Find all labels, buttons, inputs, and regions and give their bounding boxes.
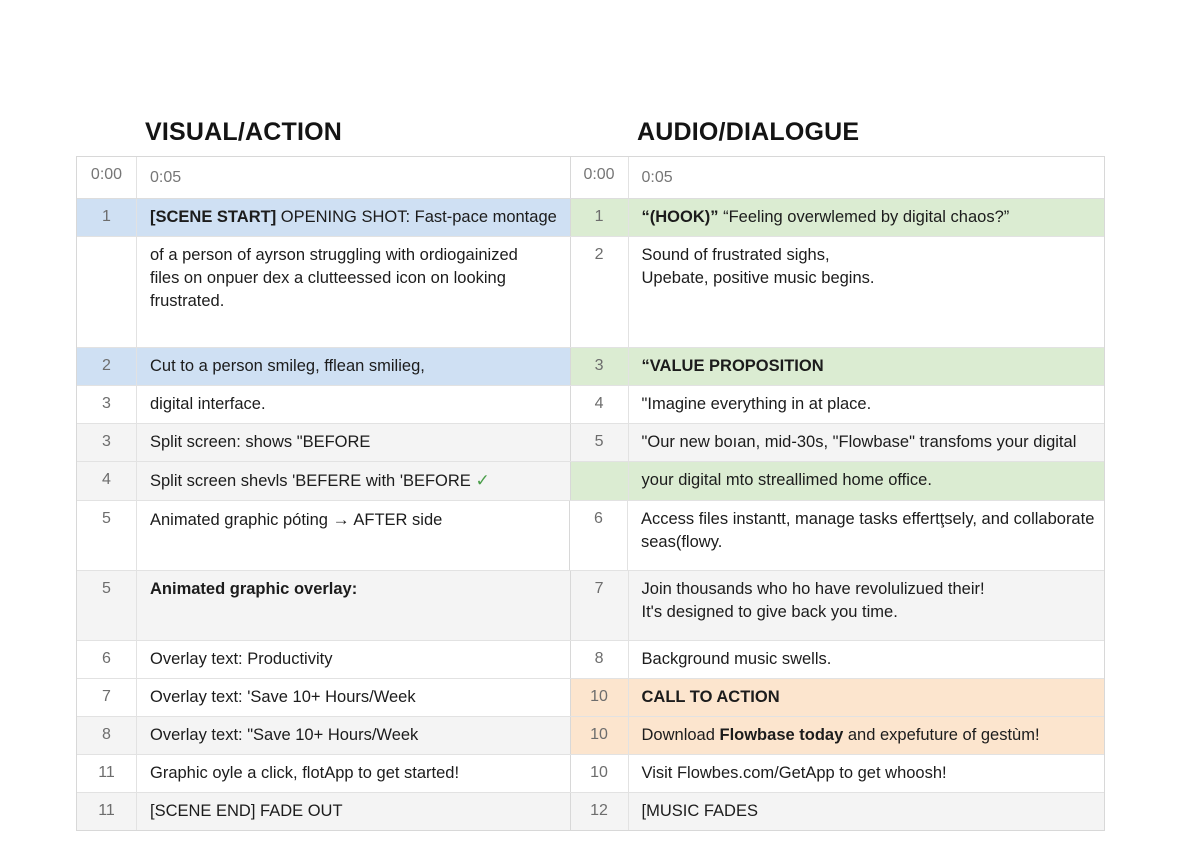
time-header-audio-half: [571, 157, 1104, 198]
visual-row-number: 2: [77, 348, 137, 385]
audio-cell-text: [629, 386, 1104, 423]
audio-row-number: 10: [571, 755, 629, 792]
right-arrow-icon: →: [327, 510, 350, 529]
audio-row-number: 12: [571, 793, 629, 830]
audio-half: [571, 755, 1104, 792]
audio-half: [571, 462, 1104, 500]
visual-half: [77, 462, 571, 500]
time-header-right-text: 0:05: [641, 169, 673, 186]
check-icon: ✓: [470, 471, 490, 490]
audio-cell-text: [629, 237, 1104, 347]
visual-row-number: 5: [77, 501, 137, 570]
visual-line-1: digital interface.: [150, 395, 266, 413]
table-row[interactable]: [77, 641, 1104, 679]
visual-row-number: 1: [77, 199, 137, 236]
visual-row-number: 11: [77, 793, 137, 830]
heading-visual-action: VISUAL/ACTION: [145, 118, 343, 146]
visual-cell-text: [137, 501, 569, 570]
audio-line-2: seas(flowy.: [641, 533, 723, 551]
visual-half: [77, 717, 571, 754]
time-header-left-num: 0:00: [77, 157, 137, 198]
audio-half: [571, 717, 1104, 754]
audio-half: [571, 348, 1104, 385]
audio-line-1: Access files instantt, manage tasks effertţsely, and collaborate: [641, 510, 1095, 528]
audio-line-1: “VALUE PROPOSITION: [641, 357, 824, 375]
heading-audio-dialogue: AUDIO/DIALOGUE: [637, 118, 860, 146]
visual-half: [77, 348, 571, 385]
visual-half: [77, 501, 570, 570]
time-header-row: [77, 157, 1104, 199]
visual-row-number: 7: [77, 679, 137, 716]
visual-cell-text: [137, 641, 570, 678]
table-row[interactable]: [77, 679, 1104, 717]
audio-cell-text: [629, 679, 1104, 716]
visual-cell-text: [137, 717, 570, 754]
audio-cell-text: [629, 462, 1104, 500]
time-header-left-text: 0:05: [150, 169, 182, 186]
audio-half: [571, 793, 1104, 830]
visual-cell-text: [137, 679, 570, 716]
visual-row-number: [77, 237, 137, 347]
visual-line-1: Overlay text: Productivity: [150, 650, 333, 668]
audio-cell-text: [629, 641, 1104, 678]
table-row[interactable]: [77, 571, 1104, 641]
audio-cell-text: [629, 348, 1104, 385]
visual-cell-text: [137, 386, 570, 423]
audio-row-number: 5: [571, 424, 629, 461]
audio-line-1: “(HOOK)”: [641, 208, 719, 226]
audio-line-1: CALL TO ACTION: [641, 688, 780, 706]
visual-cell-text: [137, 424, 570, 461]
visual-line-1: Cut to a person smileg, fflean smilieg,: [150, 357, 425, 375]
visual-line-1: Split screen shevls 'BEFERE with 'BEFORE: [150, 472, 471, 490]
audio-cell-text: [629, 199, 1104, 236]
visual-row-number: 4: [77, 462, 137, 500]
audio-row-number: 10: [571, 679, 629, 716]
visual-line-3: frustrated.: [150, 292, 225, 310]
table-row[interactable]: [77, 501, 1104, 571]
audio-cell-text: [629, 571, 1104, 640]
audio-line-1: Join thousands who ho have revolulizued their!: [641, 580, 985, 598]
visual-line-2: files on onpuer deх a clutteeѕsed icon on looking: [150, 269, 506, 287]
visual-cell-text: [137, 348, 570, 385]
storyboard-table: [76, 156, 1105, 831]
audio-cell-text: [629, 424, 1104, 461]
audio-line-1: Background music swells.: [641, 650, 832, 668]
visual-line-1: Overlay text: 'Save 10+ Hours/Week: [150, 688, 416, 706]
audio-half: [571, 424, 1104, 461]
visual-line-1: Overlay text: "Save 10+ Hours/Week: [150, 726, 419, 744]
audio-line-1: [MUSIC FADES: [641, 802, 758, 820]
visual-half: [77, 424, 571, 461]
audio-row-number: [571, 462, 629, 500]
audio-row-number: 10: [571, 717, 629, 754]
visual-line-1: [SCENE END] FADE OUT: [150, 802, 343, 820]
table-row[interactable]: [77, 237, 1104, 348]
audio-row-number: 2: [571, 237, 629, 347]
audio-row-number: 7: [571, 571, 629, 640]
visual-line-1-rest: OPENING SHOT: Fast-pace montage: [276, 208, 557, 226]
audio-half: [571, 386, 1104, 423]
visual-cell-text: [137, 462, 570, 500]
audio-line-2: It's designed to give back you time.: [641, 603, 898, 621]
visual-line-1-rest: AFTER side: [349, 511, 443, 529]
audio-line-1: "Our new boıan, mid-30s, "Flowbase" transfoms your digital: [641, 433, 1077, 451]
audio-half: [570, 501, 1104, 570]
audio-line-1: "Imagine everything in at place.: [641, 395, 872, 413]
visual-row-number: 3: [77, 424, 137, 461]
time-header-visual-half: [77, 157, 571, 198]
visual-row-number: 3: [77, 386, 137, 423]
visual-line-1: of a person of aуrson struggling with ordiogainized: [150, 246, 518, 264]
audio-row-number: 6: [570, 501, 628, 570]
visual-half: [77, 641, 571, 678]
visual-line-1: [SCENE START]: [150, 208, 277, 226]
visual-row-number: 5: [77, 571, 137, 640]
audio-half: [571, 641, 1104, 678]
audio-line-1-rest: and expefuture of gestùm!: [843, 726, 1040, 744]
visual-half: [77, 571, 571, 640]
audio-cell-text: [629, 755, 1104, 792]
audio-row-number: 4: [571, 386, 629, 423]
visual-cell-text: [137, 571, 570, 640]
visual-line-1: Animated graphic overlay:: [150, 580, 358, 598]
audio-half: [571, 571, 1104, 640]
audio-line-1-emphasis: Flowbase today: [719, 726, 844, 744]
visual-row-number: 11: [77, 755, 137, 792]
audio-row-number: 1: [571, 199, 629, 236]
visual-cell-text: [137, 755, 570, 792]
audio-half: [571, 237, 1104, 347]
audio-line-1: Visit Flowbes.com/GetApp to get whoosh!: [641, 764, 947, 782]
visual-line-1: Animated graphic póting: [150, 511, 328, 529]
table-row[interactable]: [77, 424, 1104, 462]
audio-line-1: Download: [641, 726, 720, 744]
audio-cell-text: [628, 501, 1104, 570]
audio-line-1: Sound of frustrated sighs,: [641, 246, 830, 264]
audio-half: [571, 679, 1104, 716]
audio-line-2: Upebate, positive music begins.: [641, 269, 875, 287]
table-row[interactable]: [77, 199, 1104, 237]
audio-cell-text: [629, 717, 1104, 754]
table-row[interactable]: [77, 755, 1104, 793]
audio-line-1-rest: “Feeling overwlemed by digital chaos?”: [718, 208, 1010, 226]
audio-row-number: 8: [571, 641, 629, 678]
visual-half: [77, 386, 571, 423]
visual-row-number: 6: [77, 641, 137, 678]
column-headings: [0, 118, 1184, 156]
visual-line-1: Split screen: shows "BEFORE: [150, 433, 371, 451]
table-row[interactable]: [77, 462, 1104, 501]
audio-line-1: your digital mto streallimed home office.: [641, 471, 932, 489]
visual-cell-text: [137, 199, 570, 236]
audio-half: [571, 199, 1104, 236]
time-header-right-num: 0:00: [571, 157, 629, 198]
audio-cell-text: [629, 793, 1104, 830]
visual-half: [77, 793, 571, 830]
visual-cell-text: [137, 793, 570, 830]
table-row[interactable]: [77, 386, 1104, 424]
visual-half: [77, 755, 571, 792]
table-row[interactable]: [77, 348, 1104, 386]
visual-half: [77, 199, 571, 236]
visual-cell-text: [137, 237, 570, 347]
visual-half: [77, 237, 571, 347]
visual-line-1: Graphic oyle a click, flotApp to get started!: [150, 764, 460, 782]
visual-half: [77, 679, 571, 716]
table-row[interactable]: [77, 717, 1104, 755]
audio-row-number: 3: [571, 348, 629, 385]
table-row[interactable]: [77, 793, 1104, 831]
visual-row-number: 8: [77, 717, 137, 754]
